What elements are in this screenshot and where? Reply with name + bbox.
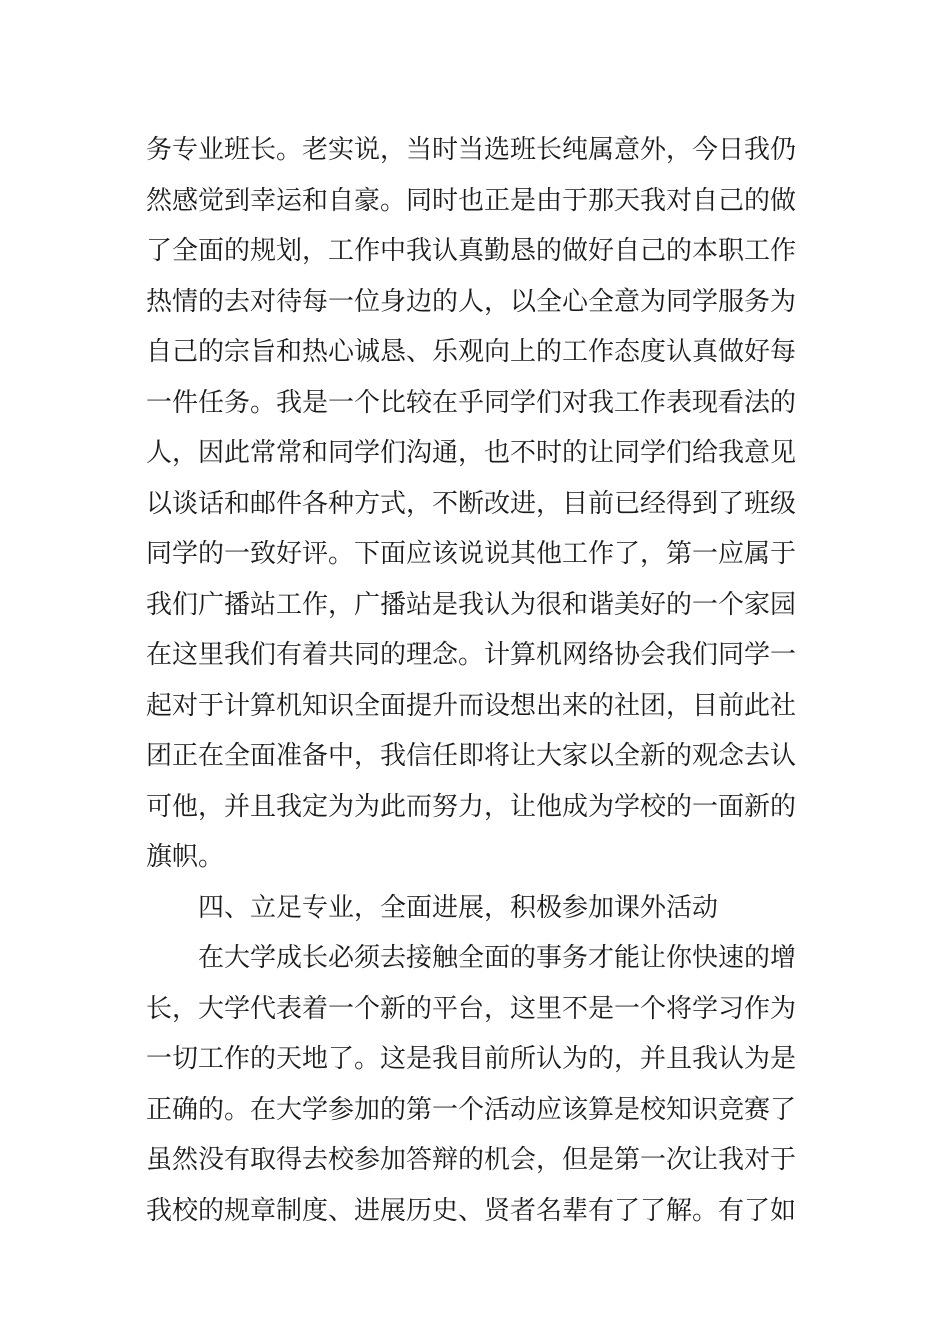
document-body [146, 125, 826, 1236]
text-line: 自己的宗旨和热心诚恳、乐观向上的工作态度认真做好每 [146, 337, 797, 367]
text-line: 了全面的规划，工作中我认真勤恳的做好自己的本职工作 [146, 236, 797, 266]
text-line: 在这里我们有着共同的理念。计算机网络协会我们同学一 [146, 640, 797, 670]
text-line: 一切工作的天地了。这是我目前所认为的，并且我认为是 [146, 1044, 797, 1074]
text-line: 起对于计算机知识全面提升而设想出来的社团，目前此社 [146, 690, 797, 721]
text-line: 旗帜。 [146, 842, 225, 872]
text-line: 在大学成长必须去接触全面的事务才能让你快速的增 [198, 943, 797, 973]
text-line: 以谈话和邮件各种方式，不断改进，目前已经得到了班级 [146, 488, 797, 519]
text-line: 同学的一致好评。下面应该说说其他工作了，第一应属于 [146, 539, 797, 569]
text-line: 长，大学代表着一个新的平台，这里不是一个将学习作为 [146, 993, 797, 1024]
text-line: 热情的去对待每一位身边的人，以全心全意为同学服务为 [146, 286, 797, 317]
text-line: 四、立足专业，全面进展，积极参加课外活动 [198, 892, 719, 923]
text-line: 虽然没有取得去校参加答辩的机会，但是第一次让我对于 [146, 1145, 797, 1175]
text-line: 人，因此常常和同学们沟通，也不时的让同学们给我意见 [146, 438, 797, 468]
text-line: 团正在全面准备中，我信任即将让大家以全新的观念去认 [146, 741, 797, 771]
text-line: 我们广播站工作，广播站是我认为很和谐美好的一个家园 [146, 589, 797, 620]
text-line: 可他，并且我定为为此而努力，让他成为学校的一面新的 [146, 791, 797, 822]
text-line: 务专业班长。老实说，当时当选班长纯属意外，今日我仍 [146, 135, 797, 165]
text-line: 然感觉到幸运和自豪。同时也正是由于那天我对自己的做 [146, 185, 797, 216]
text-line: 我校的规章制度、进展历史、贤者名辈有了了解。有了如 [146, 1195, 797, 1226]
text-line: 正确的。在大学参加的第一个活动应该算是校知识竞赛了 [146, 1094, 797, 1125]
text-line: 一件任务。我是一个比较在乎同学们对我工作表现看法的 [146, 387, 797, 418]
